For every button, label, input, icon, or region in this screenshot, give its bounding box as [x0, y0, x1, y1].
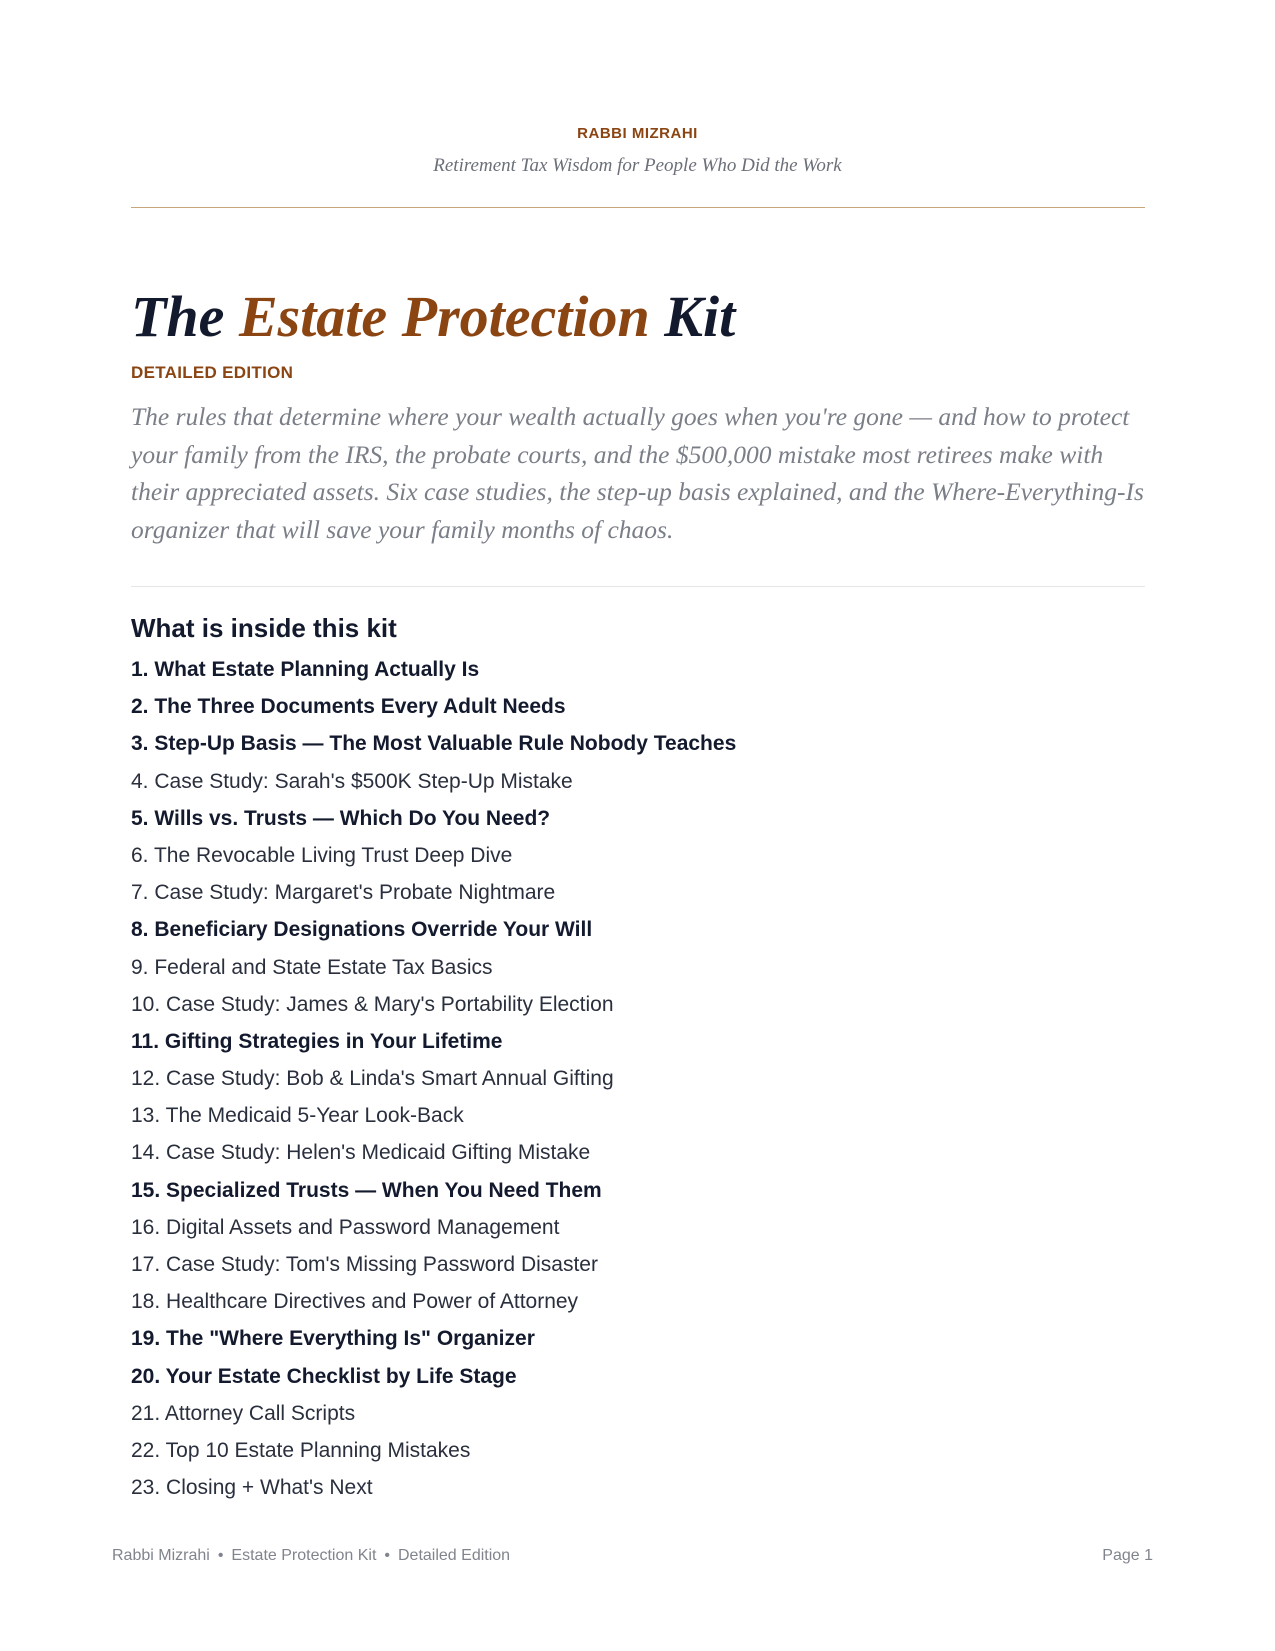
footer-separator: •: [217, 1547, 224, 1564]
tagline: Retirement Tax Wisdom for People Who Did the Work: [433, 155, 842, 176]
toc-item: 11. Gifting Strategies in Your Lifetime: [131, 1029, 503, 1053]
masthead: [130, 124, 1145, 178]
header-divider: [131, 207, 1145, 208]
footer-meta: [112, 1546, 510, 1566]
toc-item: 8. Beneficiary Designations Override Your Will: [131, 918, 593, 942]
toc-item: 10. Case Study: James & Mary's Portability Election: [131, 992, 614, 1016]
toc-item: 19. The "Where Everything Is" Organizer: [131, 1327, 535, 1351]
toc-item: 2. The Three Documents Every Adult Needs: [131, 695, 566, 719]
toc-item: 22. Top 10 Estate Planning Mistakes: [131, 1438, 471, 1462]
footer-separator: •: [384, 1547, 390, 1564]
toc-item: 16. Digital Assets and Password Management: [131, 1215, 560, 1239]
toc-item: 3. Step-Up Basis — The Most Valuable Rule Nobody Teaches: [131, 732, 737, 756]
footer-edition: Detailed Edition: [398, 1547, 511, 1564]
toc-item: 21. Attorney Call Scripts: [131, 1401, 356, 1425]
toc-item: 13. The Medicaid 5-Year Look-Back: [131, 1104, 464, 1128]
footer-kit: Estate Protection Kit: [231, 1547, 377, 1564]
footer-author: Rabbi Mizrahi: [112, 1547, 210, 1564]
edition-label: DETAILED EDITION: [131, 363, 294, 382]
table-of-contents: [131, 651, 736, 1506]
toc-item: 4. Case Study: Sarah's $500K Step-Up Mistake: [131, 769, 573, 793]
title-prefix: The: [131, 284, 239, 349]
section-divider: [131, 586, 1145, 587]
page-number: Page 1: [1102, 1547, 1153, 1564]
brand-name: RABBI MIZRAHI: [577, 125, 698, 142]
page-title: [131, 283, 735, 351]
title-highlight: Estate Protection: [238, 284, 650, 349]
toc-heading: What is inside this kit: [131, 613, 397, 643]
toc-item: 6. The Revocable Living Trust Deep Dive: [131, 843, 513, 867]
toc-item: 9. Federal and State Estate Tax Basics: [131, 955, 493, 979]
toc-item: 7. Case Study: Margaret's Probate Nightmare: [131, 881, 556, 905]
title-suffix: Kit: [649, 284, 736, 349]
toc-item: 14. Case Study: Helen's Medicaid Gifting Mistake: [131, 1141, 591, 1165]
toc-item: 17. Case Study: Tom's Missing Password Disaster: [131, 1253, 598, 1276]
toc-item: 1. What Estate Planning Actually Is: [131, 658, 480, 681]
intro-paragraph: The rules that determine where your wealth actually goes when you're gone — and how to protect your family from the IRS, the probate courts, and the $500,000 mistake most retirees make with their appreciated assets. Six case studies, the step-up basis explained, and the Where-Everything-Is organizer that will save your family months of chaos.: [131, 402, 1144, 544]
toc-item: 20. Your Estate Checklist by Life Stage: [131, 1364, 517, 1388]
toc-item: 18. Healthcare Directives and Power of Attorney: [131, 1290, 579, 1314]
toc-item: 15. Specialized Trusts — When You Need Them: [131, 1178, 602, 1202]
toc-item: 12. Case Study: Bob & Linda's Smart Annual Gifting: [131, 1067, 614, 1091]
toc-item: 5. Wills vs. Trusts — Which Do You Need?: [131, 806, 551, 830]
toc-item: 23. Closing + What's Next: [131, 1476, 373, 1500]
